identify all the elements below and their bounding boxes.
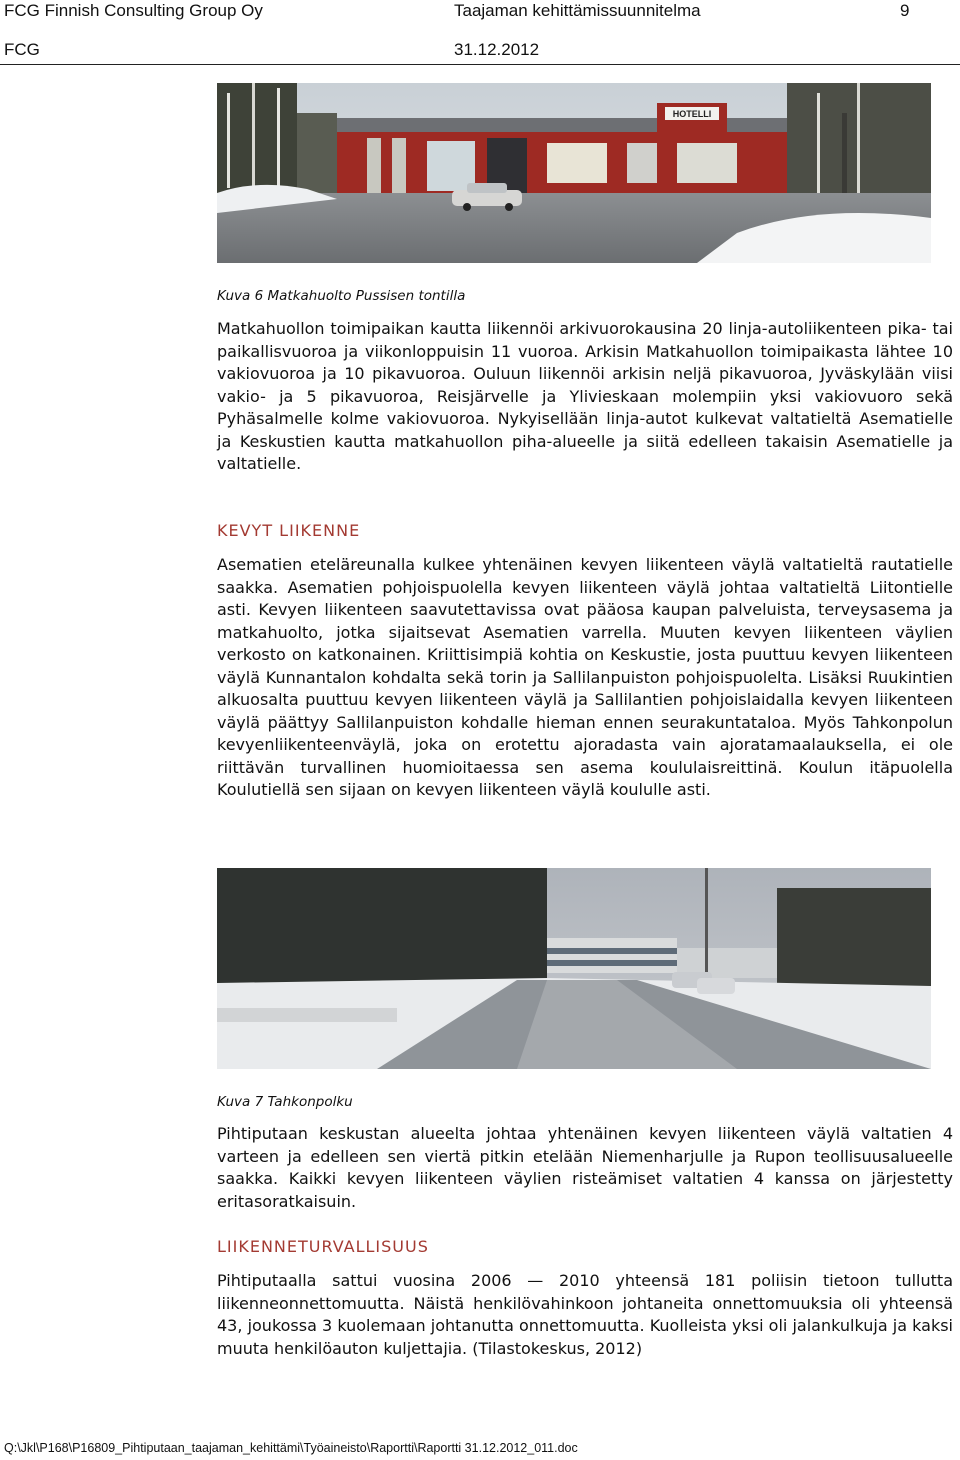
paragraph-liikenneturvallisuus: Pihtiputaalla sattui vuosina 2006 — 2010 yhteensä 181 poliisin tietoon tullutta liikenneonnettomuutta. Näistä henkilövahinkoon johtaneita onnettomuuksia oli yhteensä 43, joukossa 3 kuolemaan johtanutta onnettomuutta. Kuolleista yksi oli jalankulkuja ja kaksi muuta henkilöauton kuljettajia. (Tilastokeskus, 2012) xyxy=(217,1271,953,1358)
hotel-sign: HOTELLI xyxy=(672,109,712,119)
figure-6-caption: Kuva 6 Matkahuolto Pussisen tontilla xyxy=(217,288,466,304)
figure-7-caption: Kuva 7 Tahkonpolku xyxy=(217,1094,353,1110)
paragraph-bus-services: Matkahuollon toimipaikan kautta liikennöi arkivuorokausina 20 linja-autoliikenteen pika- tai paikallisvuoroa ja viikonloppuisin 11 vuoroa. Arkisin Matkahuollon toimipaikasta lähtee 10 vakiovuoroa ja 10 pikavuoroa. Ouluun liikennöi arkisin neljä pikavuoroa, Jyväskylään viisi vakio- ja 5 pikavuoroa, Reisjärvelle ja Ylivieskaan molempiin yksi vakiovuoro sekä Pyhäsalmelle kolme vakiovuoroa. Nykyisellään linja-autot kulkevat valtatieltä Asematielle ja Keskustien kautta matkahuollon piha-alueelle ja siitä edelleen takaisin Asematielle ja valtatielle. xyxy=(217,319,953,473)
footer-file-path: Q:\Jkl\P168\P16809_Pihtiputaan_taajaman_kehittämi\Työaineisto\Raportti\Raportti 31.12.2012_011.doc xyxy=(4,1441,578,1455)
header-doc-title: Taajaman kehittämissuunnitelma xyxy=(454,1,701,20)
heading-liikenneturvallisuus: LIIKENNETURVALLISUUS xyxy=(217,1237,429,1256)
header-short-name: FCG xyxy=(4,40,40,59)
header-date: 31.12.2012 xyxy=(454,40,540,59)
header-company: FCG Finnish Consulting Group Oy xyxy=(4,1,263,20)
paragraph-light-traffic-network: Pihtiputaan keskustan alueelta johtaa yhtenäinen kevyen liikenteen väylä valtatien 4 varteen ja edelleen sen viertä pitkin etelään Niemenharjulle ja Rupon teollisuusalueelle saakka. Kaikki kevyen liikenteen väylien risteämiset valtatien 4 kanssa on järjestetty eritasoratkaisuin. xyxy=(217,1124,953,1211)
photo-bus-station xyxy=(217,83,931,263)
heading-kevyt-liikenne: KEVYT LIIKENNE xyxy=(217,521,361,540)
photo-tahkonpolku xyxy=(217,868,931,1069)
header-divider xyxy=(0,64,960,65)
header-page-number: 9 xyxy=(900,1,910,20)
paragraph-kevyt-liikenne: Asematien eteläreunalla kulkee yhtenäinen kevyen liikenteen väylä valtatieltä rautatielle saakka. Asematien pohjoispuolella kevyen liikenteen väylä johtaa valtatieltä Liitontielle asti. Kevyen liikenteen saavutettavissa ovat pääosa kaupan palveluista, terveysasema ja matkahuolto, jotka sijaitsevat Asematien varrella. Muuten kevyen liikenteen väylien verkosto on katkonainen. Kriittisimpiä kohtia on Keskustie, josta puuttuu kevyen liikenteen väylä Kunnantalon kohdalta sekä torin ja Sallilanpuiston pohjoispuolelta. Lisäksi Ruukintien alkuosalta puuttuu kevyen liikenteen väylä ja Sallilantien pohjoislaidalla kevyen liikenteen väylä päättyy Sallilanpuiston kohdalle hieman ennen seurakuntataloa. Myös Tahkonpolun kevyenliikenteenväylä, joka on erotettu ajoradasta vain ajoratamaalauksella, ei ole riittävän turvallinen huomioitaessa sen asema koululaisreittinä. Koulun itäpuolella Koulutiellä sen sijaan on kevyen liikenteen väylä koululle asti. xyxy=(217,555,953,799)
